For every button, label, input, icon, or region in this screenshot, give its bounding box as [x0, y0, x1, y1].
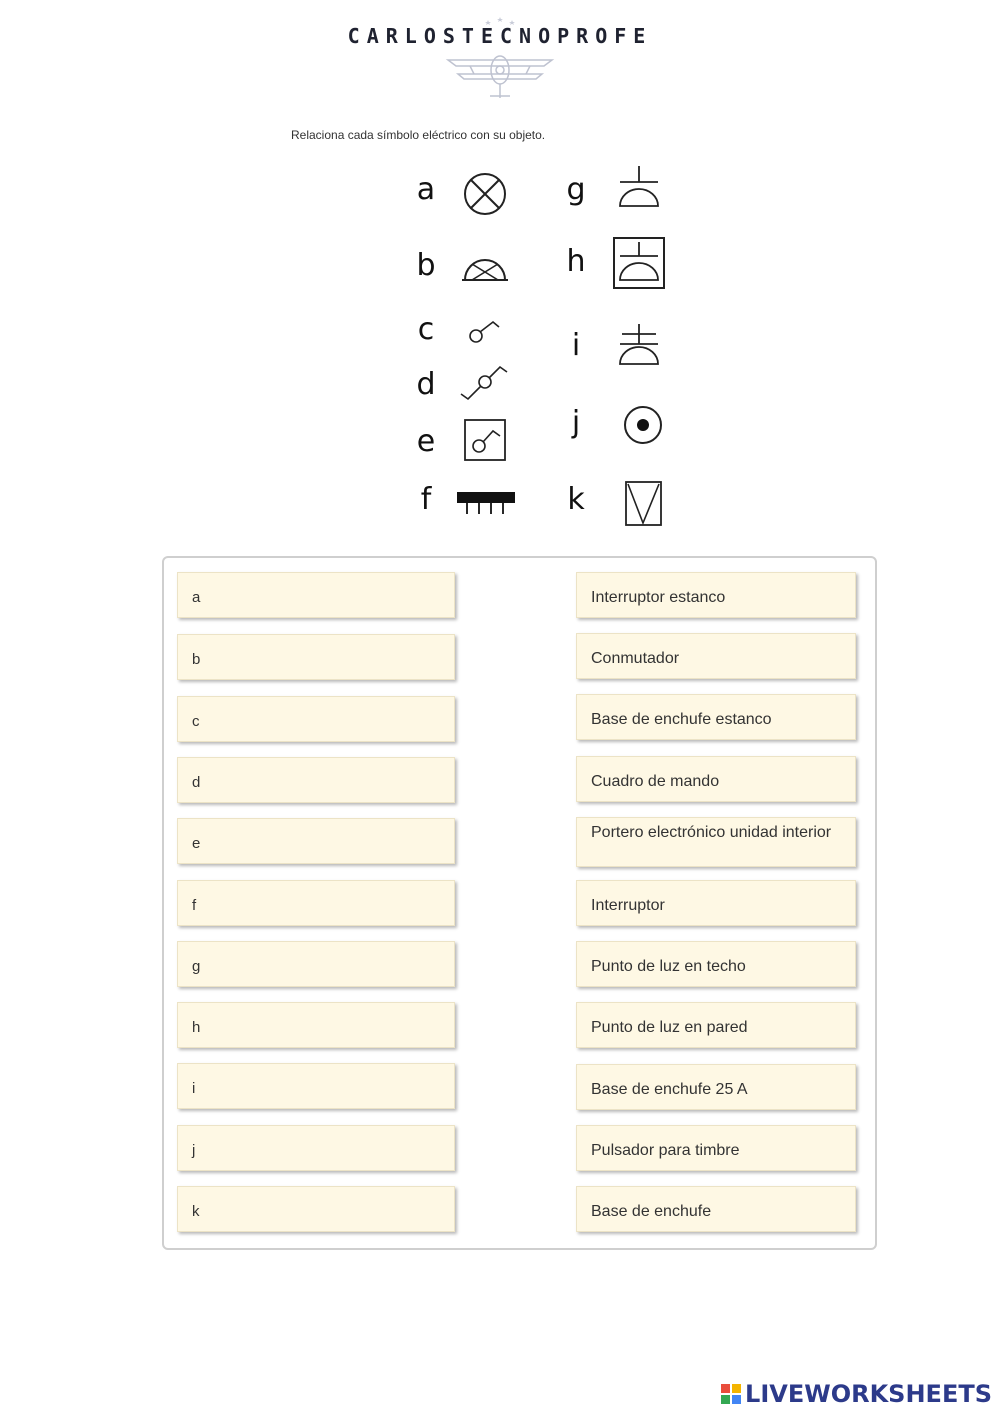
match-item-left[interactable]: d: [177, 757, 455, 803]
match-item-right[interactable]: Punto de luz en pared: [576, 1002, 856, 1048]
match-item-right[interactable]: Base de enchufe 25 A: [576, 1064, 856, 1110]
symbol-letter: c: [417, 312, 435, 347]
two-way-switch-icon: [456, 359, 512, 405]
match-item-right[interactable]: Pulsador para timbre: [576, 1125, 856, 1171]
match-item-right[interactable]: Interruptor estanco: [576, 572, 856, 618]
match-item-left[interactable]: h: [177, 1002, 455, 1048]
match-item-right[interactable]: Conmutador: [576, 633, 856, 679]
match-item-right[interactable]: Cuadro de mando: [576, 756, 856, 802]
match-item-right[interactable]: Base de enchufe: [576, 1186, 856, 1232]
match-item-left[interactable]: b: [177, 634, 455, 680]
match-item-right[interactable]: Punto de luz en techo: [576, 941, 856, 987]
waterproof-socket-icon: [612, 236, 666, 290]
symbol-letter: i: [571, 328, 581, 363]
brand-title: CARLOSTECNOPROFE: [347, 24, 653, 48]
match-item-left[interactable]: k: [177, 1186, 455, 1232]
ceiling-light-cross-icon: [462, 171, 508, 217]
match-item-right[interactable]: Interruptor: [576, 880, 856, 926]
match-item-left[interactable]: f: [177, 880, 455, 926]
socket-25a-icon: [614, 322, 664, 368]
symbol-letter: b: [416, 248, 436, 283]
waterproof-switch-icon: [463, 418, 507, 462]
logo-text: LIVEWORKSHEETS: [745, 1380, 992, 1408]
symbol-letter: j: [571, 405, 581, 440]
match-item-left[interactable]: a: [177, 572, 455, 618]
match-item-left[interactable]: c: [177, 696, 455, 742]
wall-light-arc-icon: [460, 254, 510, 284]
match-item-left[interactable]: e: [177, 818, 455, 864]
match-item-left[interactable]: g: [177, 941, 455, 987]
socket-icon: [614, 164, 664, 210]
symbol-letter: h: [566, 244, 586, 279]
logo-blocks-icon: [721, 1384, 741, 1404]
symbol-letter: k: [567, 482, 585, 517]
match-item-left[interactable]: i: [177, 1063, 455, 1109]
switch-icon: [465, 312, 505, 346]
match-item-right[interactable]: Portero electrónico unidad interior: [576, 817, 856, 867]
control-panel-icon: [455, 490, 517, 516]
symbol-letter: d: [416, 367, 436, 402]
bell-pushbutton-icon: [622, 404, 664, 446]
symbol-letter: f: [420, 482, 432, 517]
liveworksheets-logo[interactable]: [721, 1380, 992, 1408]
instruction-text: Relaciona cada símbolo eléctrico con su objeto.: [291, 128, 546, 142]
intercom-icon: [624, 480, 664, 528]
match-item-left[interactable]: j: [177, 1125, 455, 1171]
match-item-right[interactable]: Base de enchufe estanco: [576, 694, 856, 740]
symbol-letter: a: [416, 172, 436, 207]
symbol-letter: e: [416, 424, 436, 459]
symbol-letter: g: [566, 172, 586, 207]
